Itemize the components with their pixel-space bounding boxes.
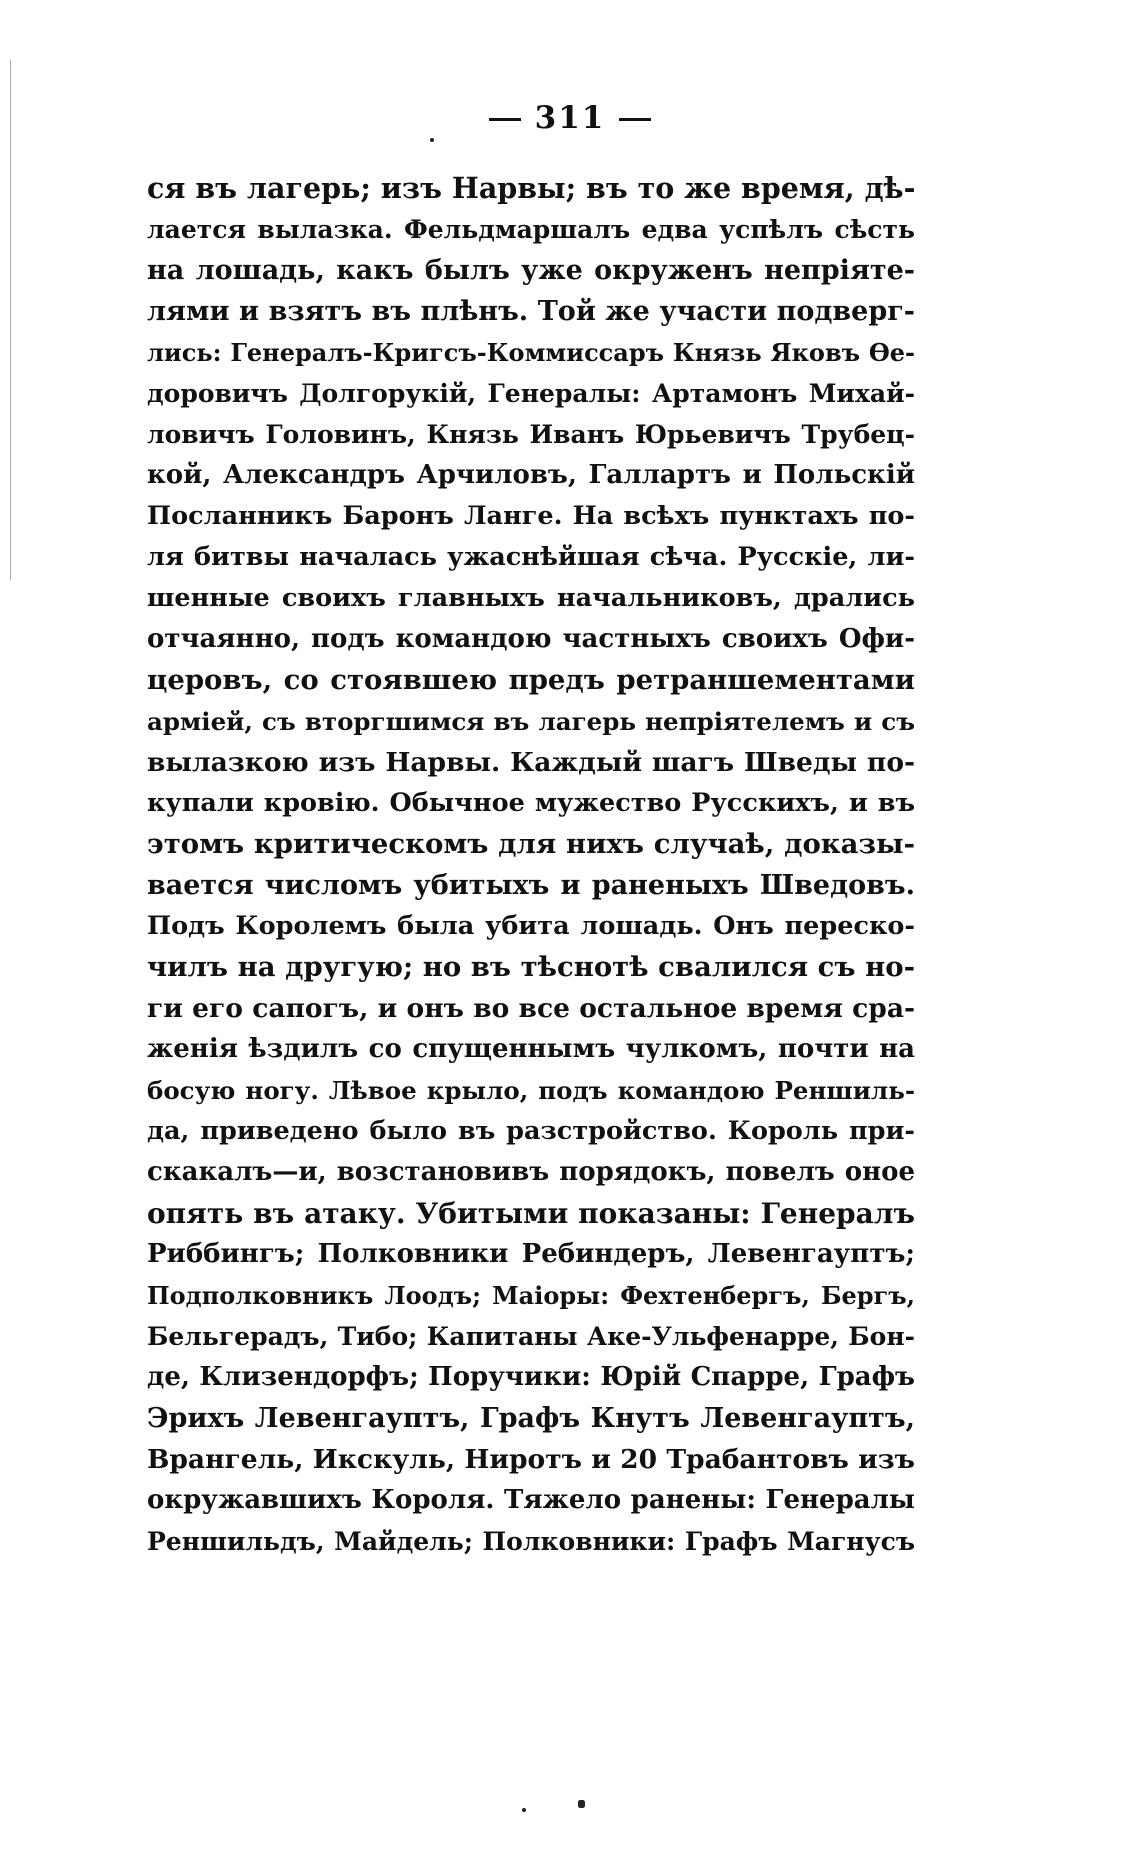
header-dash-left <box>489 118 521 121</box>
text-line: на лошадь, какъ былъ уже окруженъ непріяте- <box>147 255 915 286</box>
text-line: арміей, съ вторгшимся въ лагерь непріятелемъ и съ <box>147 707 915 736</box>
body-text <box>147 168 915 1562</box>
text-line: Риббингъ; Полковники Ребиндеръ, Левенгауптъ; <box>147 1239 915 1269</box>
text-line: скакалъ—и, возстановивъ порядокъ, повелъ оное <box>147 1157 915 1187</box>
text-line: лись: Генералъ-Кригсъ-Коммиссаръ Князь Яковъ Ѳе- <box>147 338 915 367</box>
text-line: церовъ, со стоявшею предъ ретраншементами <box>147 664 915 696</box>
text-line: Посланникъ Баронъ Ланге. На всѣхъ пунктахъ по- <box>147 501 915 531</box>
page-header <box>0 100 1140 136</box>
page-edge-line <box>10 60 11 580</box>
text-line: ловичъ Головинъ, Князь Иванъ Юрьевичъ Трубец- <box>147 420 915 449</box>
text-line: доровичъ Долгорукій, Генералы: Артамонъ Михай- <box>147 379 915 408</box>
text-line: кой, Александръ Арчиловъ, Галлартъ и Польскій <box>147 460 915 490</box>
text-line: Эрихъ Левенгауптъ, Графъ Кнутъ Левенгауптъ, <box>147 1403 915 1434</box>
text-line: Врангель, Икскуль, Ниротъ и 20 Трабантовъ изъ <box>147 1444 915 1475</box>
text-line: шенные своихъ главныхъ начальниковъ, дрались <box>147 583 915 613</box>
text-line: да, приведено было въ разстройство. Король при- <box>147 1116 915 1146</box>
text-line: отчаянно, подъ командою частныхъ своихъ Офи- <box>147 624 915 654</box>
text-line: Подъ Королемъ была убита лошадь. Онъ переско- <box>147 911 915 941</box>
ink-speck <box>578 1800 585 1808</box>
page-number: 311 <box>534 100 606 136</box>
text-line: вается числомъ убитыхъ и раненыхъ Шведовъ. <box>147 870 915 901</box>
text-line: этомъ критическомъ для нихъ случаѣ, доказы- <box>147 828 915 860</box>
text-line: де, Клизендорфъ; Поручики: Юрій Спарре, Графъ <box>147 1362 915 1392</box>
text-line: чилъ на другую; но въ тѣснотѣ свалился съ но- <box>147 951 915 983</box>
text-line: Бельгерадъ, Тибо; Капитаны Аке-Ульфенарре, Бон- <box>147 1322 915 1351</box>
text-line: лями и взятъ въ плѣнъ. Той же участи подверг- <box>147 296 915 327</box>
text-line: Реншильдъ, Майдель; Полковники: Графъ Магнусъ <box>147 1527 915 1556</box>
text-line: опять въ атаку. Убитыми показаны: Генералъ <box>147 1197 915 1230</box>
text-line: купали кровію. Обычное мужество Русскихъ, и въ <box>147 788 915 818</box>
text-line: лается вылазка. Фельдмаршалъ едва успѣлъ сѣсть <box>147 215 915 244</box>
text-line: босую ногу. Лѣвое крыло, подъ командою Реншиль- <box>147 1076 915 1105</box>
text-line: окружавшихъ Короля. Тяжело ранены: Генералы <box>147 1485 915 1515</box>
ink-speck <box>522 1808 526 1812</box>
text-line: Подполковникъ Лоодъ; Маіоры: Фехтенбергъ, Бергъ, <box>147 1281 915 1310</box>
text-line: ги его сапогъ, и онъ во все остальное время сра- <box>147 993 915 1024</box>
header-dash-right <box>619 118 651 121</box>
text-line: ля битвы началась ужаснѣйшая сѣча. Русскіе, ли- <box>147 542 915 572</box>
text-line: ся въ лагерь; изъ Нарвы; въ то же время, дѣ- <box>147 171 916 205</box>
text-line: женія ѣздилъ со спущеннымъ чулкомъ, почти на <box>147 1034 915 1064</box>
ink-speck <box>430 138 434 142</box>
text-line: вылазкою изъ Нарвы. Каждый шагъ Шведы по- <box>147 747 915 778</box>
